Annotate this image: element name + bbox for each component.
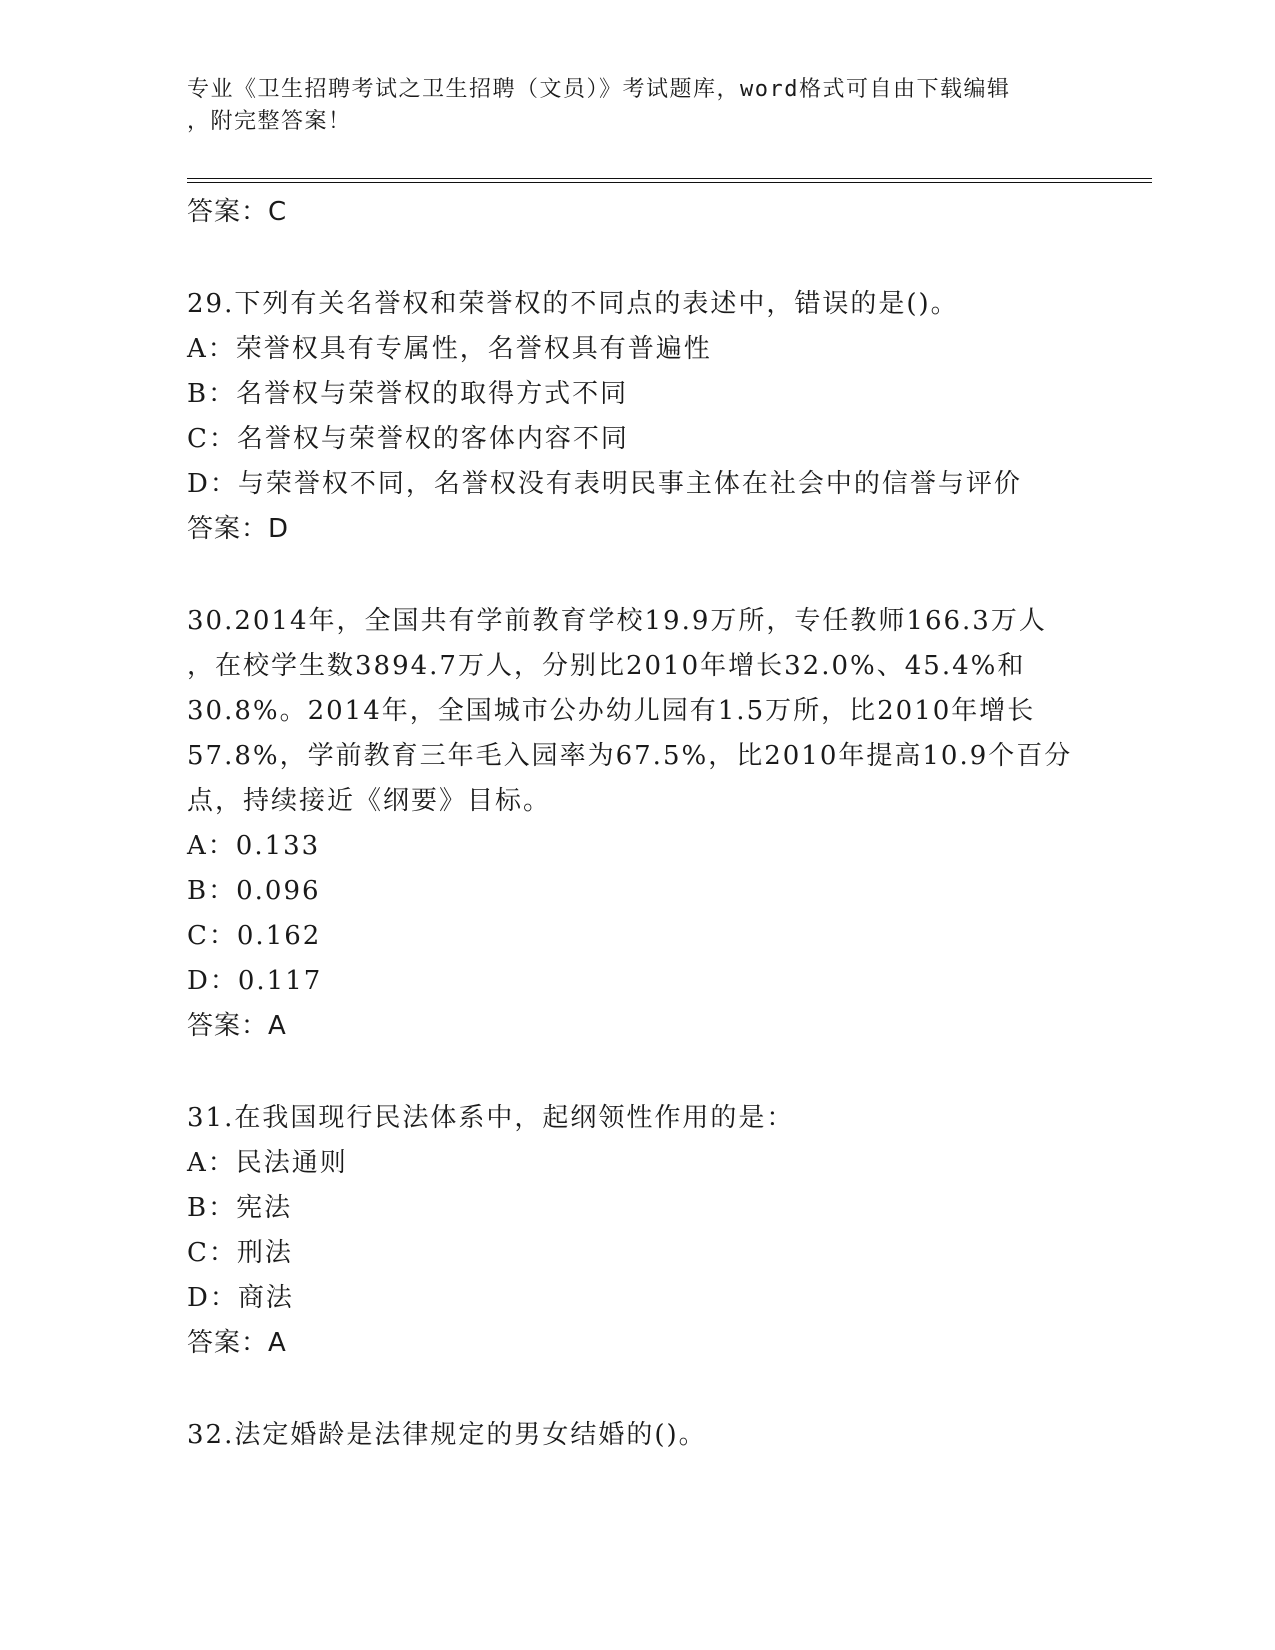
question-32-block	[187, 1413, 1087, 1458]
page-header	[187, 74, 1067, 138]
question-31-text: 31.在我国现行民法体系中，起纲领性作用的是：	[187, 1103, 795, 1133]
question-29-option-c: C：名誉权与荣誉权的客体内容不同	[187, 424, 629, 454]
question-29-option-d: D：与荣誉权不同，名誉权没有表明民事主体在社会中的信誉与评价	[187, 469, 1022, 499]
question-30-block	[187, 599, 1087, 1048]
question-30-line-4: 57.8%，学前教育三年毛入园率为67.5%，比2010年提高10.9个百分	[187, 741, 1073, 771]
spacer	[187, 234, 1087, 282]
question-30-line-2: ，在校学生数3894.7万人，分别比2010年增长32.0%、45.4%和	[187, 651, 1026, 681]
header-line-2: ，附完整答案！	[187, 109, 352, 134]
question-29-option-a: A：荣誉权具有专属性，名誉权具有普遍性	[187, 334, 712, 364]
spacer	[187, 551, 1087, 599]
question-30-option-c: C：0.162	[187, 921, 322, 951]
document-body	[187, 190, 1087, 1458]
question-30-line-1: 30.2014年，全国共有学前教育学校19.9万所，专任教师166.3万人	[187, 606, 1047, 636]
question-30-line-5: 点，持续接近《纲要》目标。	[187, 786, 552, 816]
question-31-option-c: C：刑法	[187, 1238, 293, 1268]
question-30-option-d: D：0.117	[187, 966, 323, 996]
header-rule-top	[187, 178, 1152, 179]
question-30-line-3: 30.8%。2014年，全国城市公办幼儿园有1.5万所，比2010年增长	[187, 696, 1036, 726]
question-30-option-a: A：0.133	[187, 831, 321, 861]
answer-31: 答案：A	[187, 1328, 287, 1358]
question-31-block	[187, 1096, 1087, 1365]
question-29-text: 29.下列有关名誉权和荣誉权的不同点的表述中，错误的是()。	[187, 289, 959, 319]
question-29-block	[187, 282, 1087, 551]
answer-30: 答案：A	[187, 1011, 287, 1041]
spacer	[187, 1048, 1087, 1096]
question-30-option-b: B：0.096	[187, 876, 321, 906]
question-31-option-a: A：民法通则	[187, 1148, 348, 1178]
question-32-text: 32.法定婚龄是法律规定的男女结婚的()。	[187, 1420, 707, 1450]
header-line-1: 专业《卫生招聘考试之卫生招聘（文员）》考试题库，word格式可自由下载编辑	[187, 77, 1011, 102]
question-31-option-b: B：宪法	[187, 1193, 293, 1223]
question-31-option-d: D：商法	[187, 1283, 294, 1313]
answer-29: 答案：D	[187, 514, 290, 544]
spacer	[187, 1365, 1087, 1413]
answer-28: 答案：C	[187, 197, 288, 227]
question-29-option-b: B：名誉权与荣誉权的取得方式不同	[187, 379, 629, 409]
header-rule-bottom	[187, 182, 1152, 183]
